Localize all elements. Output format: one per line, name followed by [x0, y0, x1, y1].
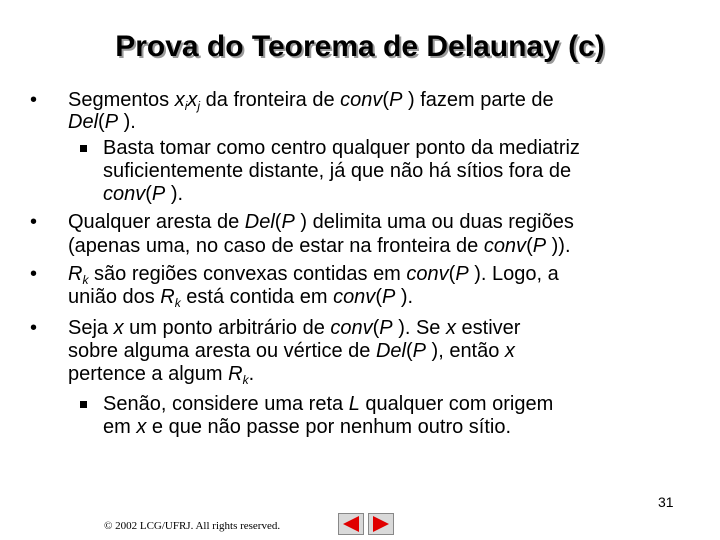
sub-bullet-1-line-3: conv(P ). [103, 183, 184, 205]
bullet-1-line-1: Segmentos $x_ix_j$ da fronteira de conv(P ) fazem parte de [68, 89, 554, 113]
sub-bullet-2-line-1: Senão, considere uma reta L qualquer com origem [103, 393, 554, 415]
slide-title: Prova do Teorema de Delaunay (c) [115, 30, 605, 63]
bullet-4-line-1: Seja x um ponto arbitrário de conv(P ). Se x estiver [68, 317, 521, 339]
sub-bullet-1-line-1: Basta tomar como centro qualquer ponto da mediatriz [103, 137, 580, 159]
triangle-right-icon [369, 514, 393, 534]
bullet-3-line-1: $R_k$ são regiões convexas contidas em conv(P ). Logo, a [68, 263, 559, 287]
bullet-3: • [30, 263, 38, 285]
bullet-2-line-1: Qualquer aresta de Del(P ) delimita uma ou duas regiões [68, 211, 574, 233]
sub-bullet-2 [80, 401, 87, 408]
page-number: 31 [658, 494, 674, 510]
sub-bullet-1-line-2: suficientemente distante, já que não há sítios fora de [103, 160, 572, 182]
sub-bullet-1 [80, 145, 87, 152]
prev-slide-button[interactable] [338, 513, 364, 535]
bullet-4-line-3: pertence a algum $R_k$. [68, 363, 255, 387]
bullet-2: • [30, 211, 38, 233]
copyright-footer: © 2002 LCG/UFRJ. All rights reserved. [104, 520, 281, 532]
bullet-4: • [30, 317, 38, 339]
next-slide-button[interactable] [368, 513, 394, 535]
bullet-1: • [30, 89, 38, 111]
triangle-left-icon [339, 514, 363, 534]
bullet-1-line-2: Del(P ). [68, 111, 136, 133]
bullet-2-line-2: (apenas uma, no caso de estar na fronteira de conv(P )). [68, 235, 571, 257]
bullet-3-line-2: união dos $R_k$ está contida em conv(P ). [68, 286, 414, 310]
bullet-4-line-2: sobre alguma aresta ou vértice de Del(P ), então x [68, 340, 515, 362]
sub-bullet-2-line-2: em x e que não passe por nenhum outro sítio. [103, 416, 512, 438]
